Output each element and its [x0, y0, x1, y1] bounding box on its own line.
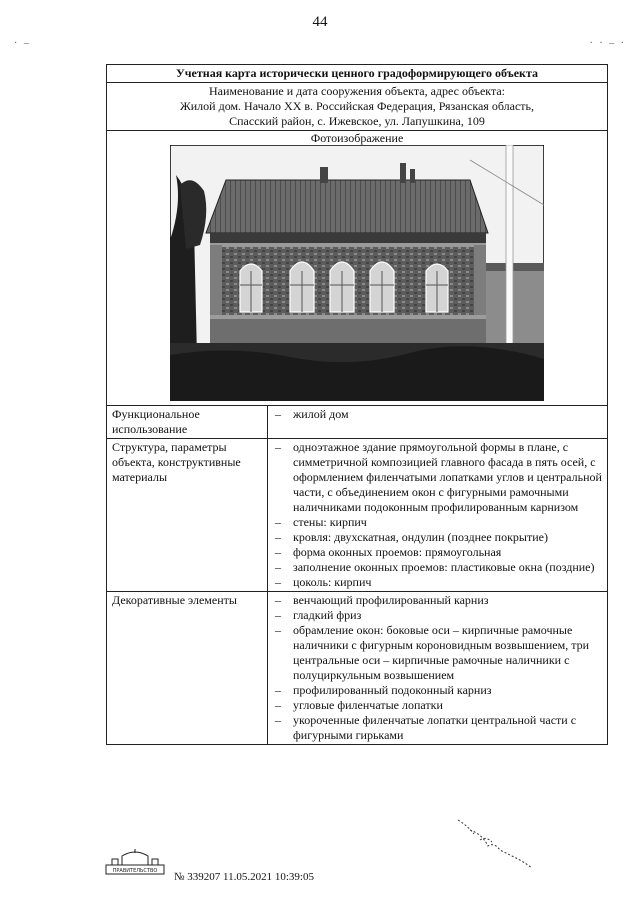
object-name-line-1: Жилой дом. Начало XX в. Российская Федерация, Рязанская область, — [180, 99, 534, 113]
document-stamp: № 339207 11.05.2021 10:39:05 — [174, 871, 314, 883]
list-item: – одноэтажное здание прямоугольной формы в плане, с симметричной композицией главного фасада в пять осей, с оформлением филенчатыми лопатками углов и центральной части, с объединением окон с фигурными рамочными наличниками подоконным профилированным карнизом — [273, 440, 602, 515]
list-item: – обрамление окон: боковые оси – кирпичные рамочные наличники с фигурным короновидным возвышением, три центральные оси – кирпичные рамочные наличники с полуциркульным возвышением — [273, 623, 602, 683]
row-label: Структура, параметры объекта, конструктивные материалы — [107, 439, 268, 592]
list-item: – кровля: двухскатная, ондулин (позднее покрытие) — [273, 530, 602, 545]
object-address-line: Спасский район, с. Ижевское, ул. Лапушкина, 109 — [229, 114, 485, 128]
row-structure — [107, 439, 608, 592]
object-name-cell — [107, 83, 608, 131]
list-item: – заполнение оконных проемов: пластиковые окна (поздние) — [273, 560, 602, 575]
scan-artifact-right: · · – · — [589, 38, 626, 49]
list-item: – цоколь: кирпич — [273, 575, 602, 590]
logo-text: ПРАВИТЕЛЬСТВО — [112, 868, 158, 874]
registration-card-table — [106, 64, 608, 745]
page-number: 44 — [312, 14, 328, 30]
row-label: Функциональное использование — [107, 406, 268, 439]
list-item: – жилой дом — [273, 407, 602, 422]
row-values — [268, 439, 608, 592]
photo-label: Фотоизображение — [310, 131, 404, 145]
house-photo — [170, 145, 544, 401]
object-name-label: Наименование и дата сооружения объекта, адрес объекта: — [208, 84, 506, 98]
row-decorative-elements — [107, 592, 608, 745]
government-seal-icon — [104, 848, 166, 878]
list-item: – профилированный подоконный карниз — [273, 683, 602, 698]
card-title: Учетная карта исторически ценного градоформирующего объекта — [107, 65, 608, 83]
list-item: – венчающий профилированный карниз — [273, 593, 602, 608]
list-item: – стены: кирпич — [273, 515, 602, 530]
signature-icon — [450, 812, 540, 872]
row-values — [268, 592, 608, 745]
list-item: – угловые филенчатые лопатки — [273, 698, 602, 713]
photo-cell — [107, 131, 608, 406]
list-item: – гладкий фриз — [273, 608, 602, 623]
scan-artifact-left: · – — [14, 38, 31, 49]
row-values — [268, 406, 608, 439]
list-item: – форма оконных проемов: прямоугольная — [273, 545, 602, 560]
row-functional-use — [107, 406, 608, 439]
list-item: – укороченные филенчатые лопатки центральной части с фигурными гирьками — [273, 713, 602, 743]
row-label: Декоративные элементы — [107, 592, 268, 745]
